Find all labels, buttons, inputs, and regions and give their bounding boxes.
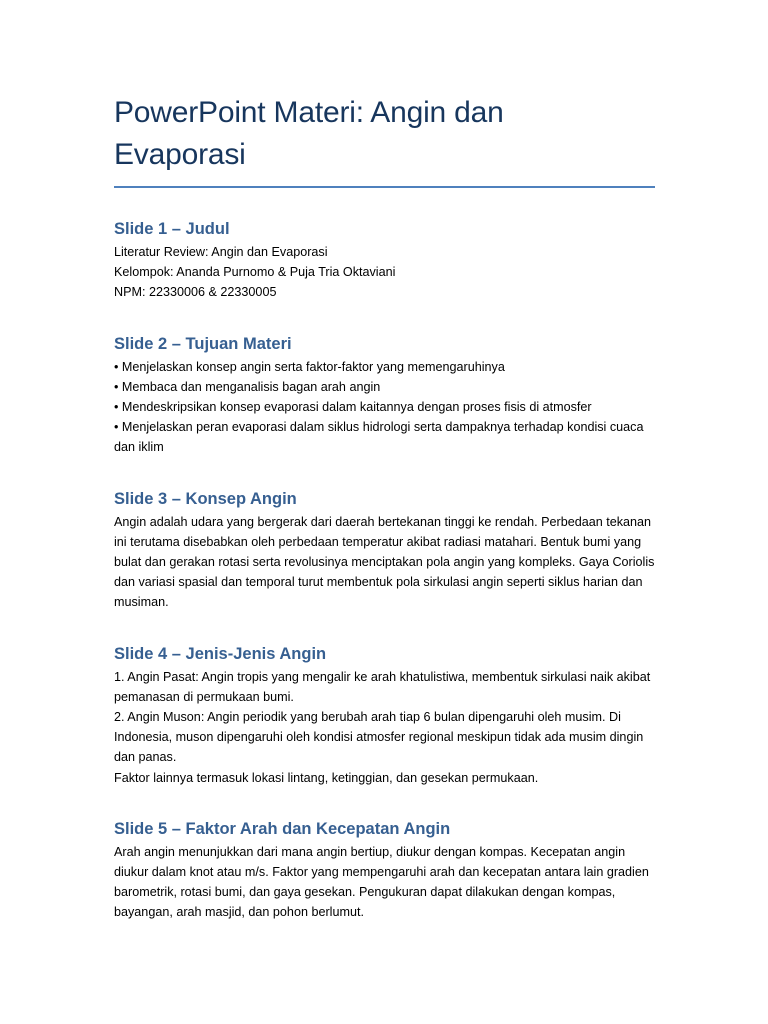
bullet-item: • Membaca dan menganalisis bagan arah angin: [114, 379, 381, 394]
body-line: diukur dalam knot atau m/s. Faktor yang mempengaruhi arah dan kecepatan antara lain gradien: [114, 865, 649, 880]
body-line: Indonesia, muson dipengaruhi oleh kondisi atmosfer regional meskipun tidak ada musim dingin: [114, 730, 644, 745]
section-body: [114, 357, 656, 458]
bullet-item: • Menjelaskan konsep angin serta faktor-faktor yang memengaruhinya: [114, 359, 505, 374]
document-title-line-1: PowerPoint Materi: Angin dan: [114, 96, 504, 129]
body-line: dan variasi spasial dan temporal turut membentuk pola sirkulasi angin seperti siklus harian dan: [114, 575, 643, 590]
bullet-item-continuation: dan iklim: [114, 440, 164, 455]
document-page: [114, 92, 656, 923]
body-line: Angin adalah udara yang bergerak dari daerah bertekanan tinggi ke rendah. Perbedaan tekanan: [114, 514, 652, 529]
section-body: [114, 512, 656, 613]
body-line: bayangan, arah masjid, dan pohon berlumut.: [114, 905, 364, 920]
section-body: [114, 242, 656, 303]
section-body: [114, 667, 656, 788]
body-line: Faktor lainnya termasuk lokasi lintang, ketinggian, dan gesekan permukaan.: [114, 770, 539, 785]
document-title-line-2: Evaporasi: [114, 138, 246, 171]
bullet-item: • Menjelaskan peran evaporasi dalam siklus hidrologi serta dampaknya terhadap kondisi cuaca: [114, 420, 644, 435]
document-title: [114, 92, 656, 176]
body-line: Literatur Review: Angin dan Evaporasi: [114, 245, 328, 259]
body-line: ini terutama disebabkan oleh perbedaan temperatur akibat radiasi matahari. Bentuk bumi yang: [114, 534, 642, 549]
body-line: 2. Angin Muson: Angin periodik yang berubah arah tiap 6 bulan dipengaruhi oleh musim. Di: [114, 710, 621, 725]
body-line: musiman.: [114, 595, 169, 610]
bullet-item: • Mendeskripsikan konsep evaporasi dalam kaitannya dengan proses fisis di atmosfer: [114, 400, 592, 415]
section-slide-5: [114, 818, 656, 923]
section-slide-3: [114, 488, 656, 613]
section-body: [114, 842, 656, 923]
section-slide-1: [114, 218, 656, 303]
body-line: Arah angin menunjukkan dari mana angin bertiup, diukur dengan kompas. Kecepatan angin: [114, 844, 626, 859]
body-line: barometrik, rotasi bumi, dan gaya gesekan. Pengukuran dapat dilakukan dengan kompas,: [114, 885, 616, 900]
body-line: 1. Angin Pasat: Angin tropis yang mengalir ke arah khatulistiwa, membentuk sirkulasi naik akibat: [114, 669, 651, 684]
body-line: dan panas.: [114, 750, 177, 765]
body-line: Kelompok: Ananda Purnomo & Puja Tria Oktaviani: [114, 265, 396, 280]
body-line: NPM: 22330006 & 22330005: [114, 285, 277, 300]
title-divider: [114, 186, 655, 188]
section-heading: Slide 1 – Judul: [114, 220, 230, 238]
body-line: pemanasan di permukaan bumi.: [114, 689, 294, 704]
section-slide-4: [114, 643, 656, 788]
section-heading: Slide 4 – Jenis-Jenis Angin: [114, 644, 327, 663]
section-slide-2: [114, 333, 656, 458]
section-heading: Slide 3 – Konsep Angin: [114, 489, 297, 508]
body-line: bulat dan gerakan rotasi serta revolusinya menciptakan pola angin yang kompleks. Gaya Coriolis: [114, 555, 655, 570]
section-heading: Slide 2 – Tujuan Materi: [114, 334, 292, 353]
section-heading: Slide 5 – Faktor Arah dan Kecepatan Angin: [114, 819, 451, 838]
